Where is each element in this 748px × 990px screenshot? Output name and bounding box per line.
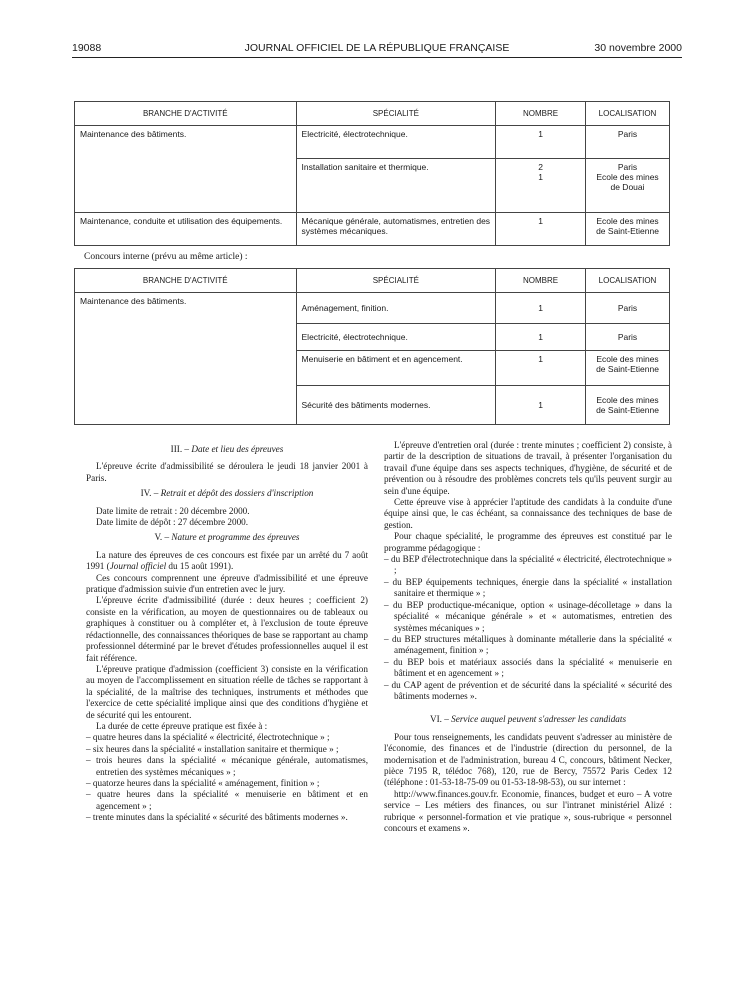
- col-header-nombre: NOMBRE: [496, 269, 586, 293]
- section-title: Retrait et dépôt des dossiers d'inscription: [160, 488, 314, 499]
- list-item: – du BEP structures métalliques à dominante métallerie dans la spécialité « aménagement, finition » ;: [384, 633, 672, 656]
- list-item: – du BEP productique-mécanique, option « usinage-décolletage » dans la spécialité « mécanique générale » et « automatismes, entretien des systèmes mécaniques » ;: [384, 599, 672, 633]
- cell-branche: Maintenance des bâtiments.: [75, 126, 297, 213]
- page-number: 19088: [72, 42, 102, 54]
- list-item: – quatorze heures dans la spécialité « aménagement, finition » ;: [86, 777, 320, 788]
- paragraph: La durée de cette épreuve pratique est fixée à :: [96, 720, 268, 731]
- paragraph: L'épreuve écrite d'admissibilité se déroulera le jeudi 18 janvier 2001 à Paris.: [86, 461, 368, 483]
- paragraph: Pour tous renseignements, les candidats peuvent s'adresser au ministère de l'économie, des finances et de l'industrie (direction du personnel, de la modernisation et de l'administration, bureau 4 C, concours, bâtiment Necker, pièce 7195 R, télédoc 768), 120, rue de Bercy, 75572 Paris Cedex 12 (téléphone : 01-53-18-75-09 ou 01-53-18-98-53), ou sur internet :: [384, 731, 672, 788]
- list-item: – du BEP équipements techniques, énergie dans la spécialité « installation sanitaire et thermique » ;: [384, 576, 672, 599]
- list-item: – quatre heures dans la spécialité « menuiserie en bâtiment et en agencement » ;: [86, 789, 368, 811]
- cell-specialite: Electricité, électrotechnique.: [296, 324, 496, 351]
- table-row: [75, 126, 670, 159]
- cell-specialite: Electricité, électrotechnique.: [296, 126, 496, 159]
- section-number: III. –: [170, 444, 190, 454]
- paragraph: L'épreuve d'entretien oral (durée : trente minutes ; coefficient 2) consiste, à partir de la description de situations de travail, à présenter l'organisation du travail d'une équipe dans ses aspects techniques, d'hygiène, de sécurité et de prévention ou à résoudre des problèmes concrets tels qu'ils peuvent surgir au sein d'une équipe.: [384, 440, 672, 496]
- right-column: [384, 440, 672, 834]
- list-item: – trente minutes dans la spécialité « sécurité des bâtiments modernes ».: [86, 812, 348, 823]
- list-item: – quatre heures dans la spécialité « électricité, électrotechnique » ;: [86, 732, 330, 743]
- text: du 15 août 1991).: [166, 561, 234, 572]
- list-item: – du BEP d'électrotechnique dans la spécialité « électricité, électrotechnique » ;: [384, 554, 672, 576]
- table-concours-externe: [74, 101, 670, 246]
- issue-date: 30 novembre 2000: [594, 42, 682, 54]
- section-heading-iii: [86, 444, 368, 455]
- left-column: [86, 440, 368, 824]
- section-title: Nature et programme des épreuves: [171, 532, 300, 543]
- cell-localisation: Paris: [586, 126, 670, 159]
- col-header-localisation: LOCALISATION: [586, 102, 670, 126]
- col-header-localisation: LOCALISATION: [586, 269, 670, 293]
- paragraph: http://www.finances.gouv.fr. Economie, finances, budget et euro – A votre service – Les métiers des finances, ou sur l'intranet ministériel Alizé : rubrique « personnel-formation et vie pratique », sous-rubrique « personnel concours et examens ».: [384, 788, 672, 833]
- text: La nature des épreuves de ces concours est fixée par un arrêté du 7 août 1991 (: [86, 549, 368, 572]
- col-header-nombre: NOMBRE: [496, 102, 586, 126]
- page-header: [72, 42, 682, 56]
- cell-specialite: Mécanique générale, automatismes, entretien des systèmes mécaniques.: [296, 213, 496, 246]
- cell-localisation: Ecole des mines de Saint-Etienne: [586, 386, 670, 425]
- section-number: V. –: [154, 532, 170, 543]
- cell-specialite: Installation sanitaire et thermique.: [296, 159, 496, 213]
- col-header-specialite: SPÉCIALITÉ: [296, 102, 496, 126]
- paragraph: Cette épreuve vise à apprécier l'aptitude des candidats à la conduite d'une équipe ainsi que, le cas échéant, sa connaissance des techniques de base de gestion.: [384, 497, 672, 530]
- cell-nombre: 1: [496, 126, 586, 159]
- section-heading-v: [86, 532, 368, 543]
- table-concours-interne: [74, 268, 670, 425]
- col-header-branche: BRANCHE D'ACTIVITÉ: [75, 269, 297, 293]
- list-item: – six heures dans la spécialité « installation sanitaire et thermique » ;: [86, 743, 339, 754]
- cell-branche: Maintenance, conduite et utilisation des équipements.: [75, 213, 297, 246]
- paragraph: L'épreuve écrite d'admissibilité (durée : deux heures ; coefficient 2) consiste en la vérification, au moyen de questionnaires ou de tableaux ou graphiques à constituer ou à compléter et, à l'exclusion de toute épreuve rédactionnelle, des connaissances théoriques de base se rapportant au champ professionnel déterminé par le brevet d'études professionnelles auquel il est fait référence.: [86, 595, 368, 663]
- cell-localisation: Ecole des mines de Saint-Etienne: [586, 213, 670, 246]
- section-heading-vi: [384, 714, 672, 725]
- cell-nombre: 1: [496, 293, 586, 324]
- cell-specialite: Aménagement, finition.: [296, 293, 496, 324]
- section-heading-iv: [86, 488, 368, 499]
- paragraph: Ces concours comprennent une épreuve d'admissibilité et une épreuve pratique d'admission suivie d'un entretien avec le jury.: [86, 572, 368, 595]
- list-item: – du CAP agent de prévention et de sécurité dans la spécialité « sécurité des bâtiments modernes ».: [384, 679, 672, 701]
- section-number: IV. –: [140, 488, 159, 499]
- header-rule: [72, 57, 682, 58]
- col-header-specialite: SPÉCIALITÉ: [296, 269, 496, 293]
- col-header-branche: BRANCHE D'ACTIVITÉ: [75, 102, 297, 126]
- list-item: – du BEP bois et matériaux associés dans la spécialité « menuiserie en bâtiment et en agencement » ;: [384, 656, 672, 679]
- paragraph: Date limite de dépôt : 27 décembre 2000.: [96, 517, 249, 528]
- table-header-row: [75, 269, 670, 293]
- list-item: – trois heures dans la spécialité « mécanique générale, automatismes, entretien des systèmes mécaniques » ;: [86, 755, 368, 777]
- section-title: Service auquel peuvent s'adresser les candidats: [451, 714, 627, 725]
- cell-localisation: Paris: [586, 324, 670, 351]
- programme-list: [384, 554, 672, 702]
- cell-localisation: Paris Ecole des mines de Douai: [586, 159, 670, 213]
- cell-specialite: Sécurité des bâtiments modernes.: [296, 386, 496, 425]
- text-italic: Journal officiel: [109, 561, 167, 572]
- cell-branche: Maintenance des bâtiments.: [75, 293, 297, 425]
- table-header-row: [75, 102, 670, 126]
- table2-caption: Concours interne (prévu au même article) :: [84, 252, 248, 262]
- cell-nombre: 1: [496, 351, 586, 386]
- cell-nombre: 2 1: [496, 159, 586, 213]
- paragraph: [86, 550, 368, 573]
- cell-nombre: 1: [496, 213, 586, 246]
- table-row: [75, 293, 670, 324]
- cell-localisation: Paris: [586, 293, 670, 324]
- cell-specialite: Menuiserie en bâtiment et en agencement.: [296, 351, 496, 386]
- cell-localisation: Ecole des mines de Saint-Etienne: [586, 351, 670, 386]
- paragraph: Pour chaque spécialité, le programme des épreuves est constitué par le programme pédagogique :: [384, 531, 672, 553]
- paragraph: Date limite de retrait : 20 décembre 2000.: [96, 505, 250, 516]
- journal-title: JOURNAL OFFICIEL DE LA RÉPUBLIQUE FRANÇAISE: [244, 42, 510, 54]
- section-title: Date et lieu des épreuves: [191, 444, 284, 454]
- duration-list: [86, 732, 368, 823]
- cell-nombre: 1: [496, 324, 586, 351]
- table-row: [75, 213, 670, 246]
- cell-nombre: 1: [496, 386, 586, 425]
- section-number: VI. –: [429, 714, 449, 725]
- paragraph: L'épreuve pratique d'admission (coefficient 3) consiste en la vérification au moyen de l'accomplissement en situation réelle de tâches se rapportant à la spécialité, de la maîtrise des techniques, instruments et méthodes que l'exercice de cette spécialité implique ainsi que des conditions d'hygiène et de sécurité qui les entourent.: [86, 663, 368, 720]
